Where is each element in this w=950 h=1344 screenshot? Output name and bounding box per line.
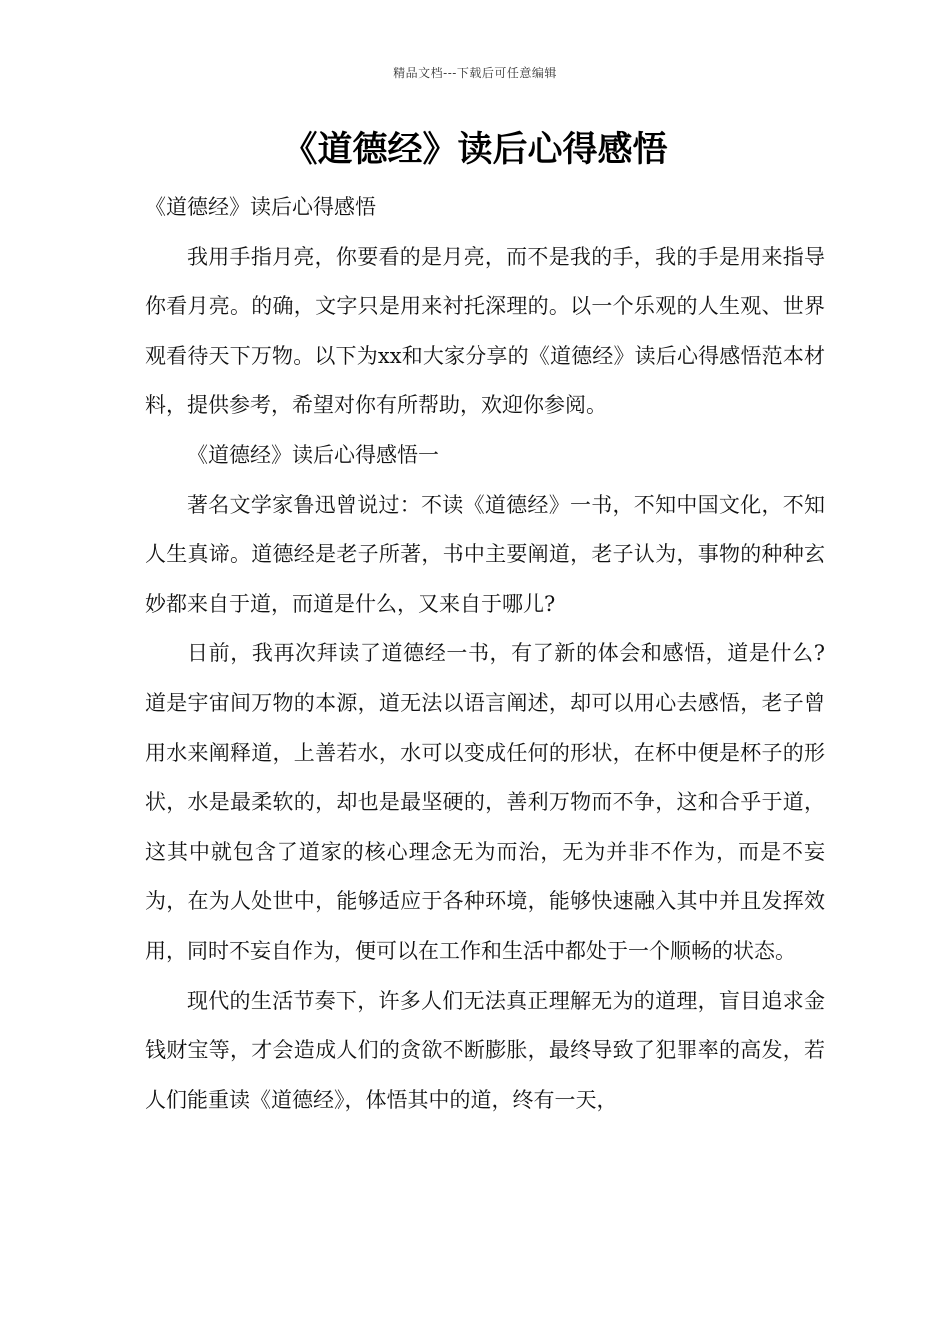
paragraph-1: 著名文学家鲁迅曾说过：不读《道德经》一书，不知中国文化，不知人生真谛。道德经是老子所著，书中主要阐道，老子认为，事物的种种玄妙都来自于道，而道是什么，又来自于哪儿?	[145, 492, 825, 616]
paragraph-intro: 我用手指月亮，你要看的是月亮，而不是我的手，我的手是用来指导你看月亮。的确，文字只是用来衬托深理的。以一个乐观的人生观、世界观看待天下万物。以下为xx和大家分享的《道德经》读后心得感悟范本材料，提供参考，希望对你有所帮助，欢迎你参阅。	[145, 244, 825, 418]
paragraph-3: 现代的生活节奏下，许多人们无法真正理解无为的道理，盲目追求金钱财宝等，才会造成人们的贪欲不断膨胀，最终导致了犯罪率的高发，若人们能重读《道德经》，体悟其中的道，终有一天，	[145, 988, 825, 1112]
document-subtitle: 《道德经》读后心得感悟	[145, 195, 376, 219]
document-title: 《道德经》读后心得感悟	[282, 130, 668, 170]
section-heading: 《道德经》读后心得感悟一	[187, 442, 439, 467]
document-body	[145, 183, 825, 1125]
paragraph-2: 日前，我再次拜读了道德经一书，有了新的体会和感悟，道是什么?道是宇宙间万物的本源，道无法以语言阐述，却可以用心去感悟，老子曾用水来阐释道，上善若水，水可以变成任何的形状，在杯中便是杯子的形状，水是最柔软的，却也是最坚硬的，善利万物而不争，这和合乎于道，这其中就包含了道家的核心理念无为而治，无为并非不作为，而是不妄为，在为人处世中，能够适应于各种环境，能够快速融入其中并且发挥效用，同时不妄自作为，便可以在工作和生活中都处于一个顺畅的状态。	[145, 641, 825, 963]
header-note: 精品文档---下载后可任意编辑	[393, 66, 557, 80]
